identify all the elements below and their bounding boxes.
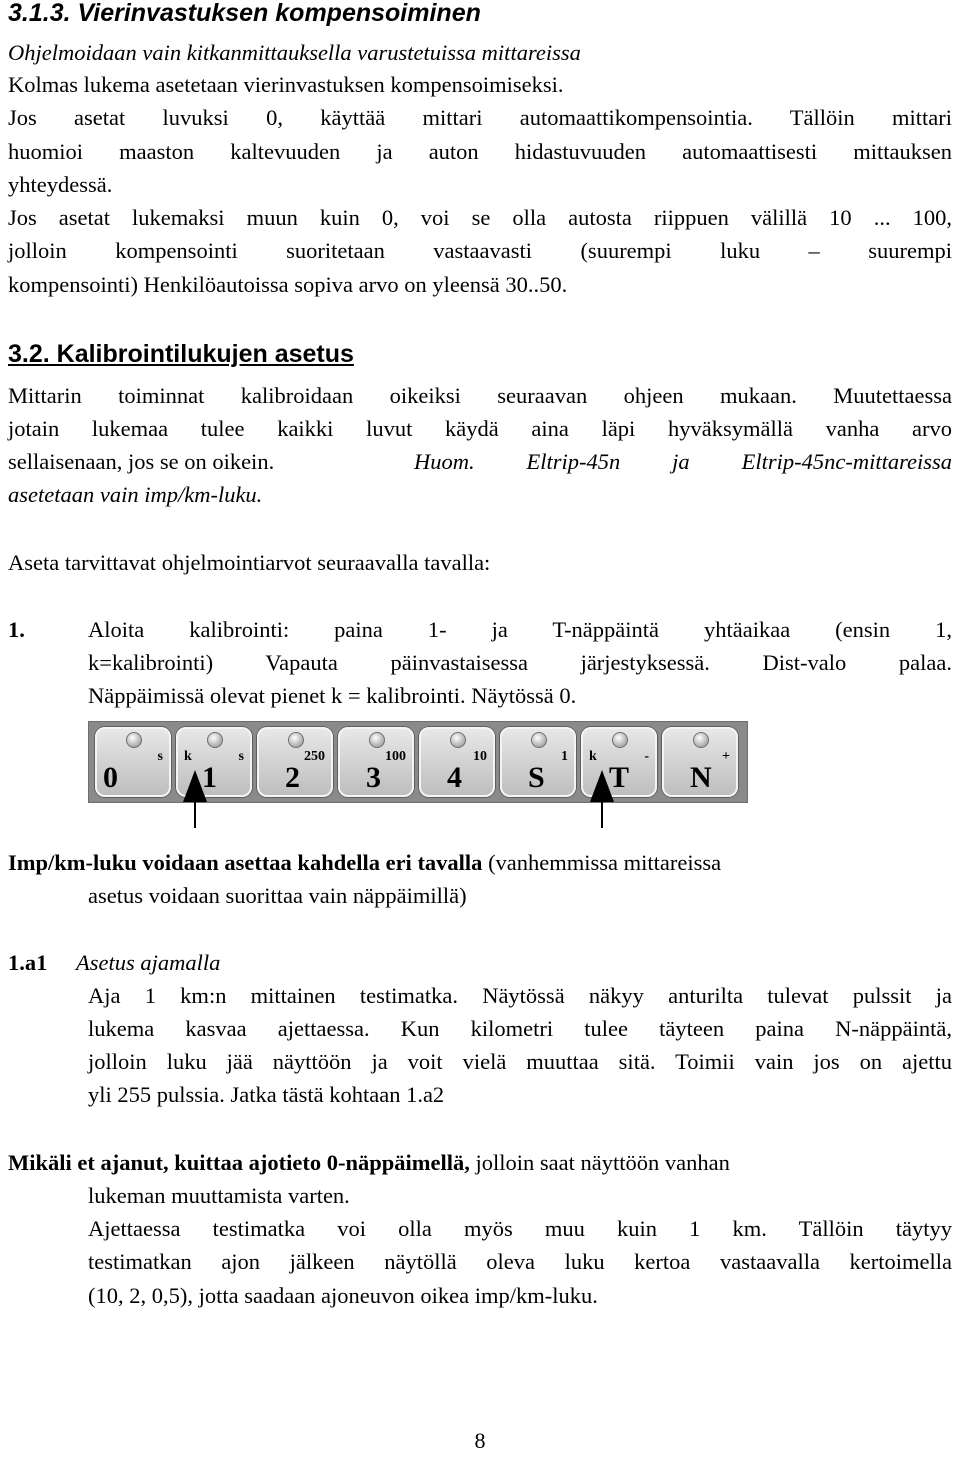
key-led-icon (207, 732, 223, 748)
section-32-title: 3.2. Kalibrointilukujen asetus (8, 340, 354, 368)
arrow-shaft (601, 800, 603, 828)
impkm-line-1 (8, 848, 952, 878)
key-small-label: 250 (304, 749, 325, 764)
key-big-label: 4 (447, 761, 462, 794)
key-led-icon (450, 732, 466, 748)
section-313-title: 3.1.3. Vierinvastuksen kompensoiminen (8, 0, 481, 27)
section-313-line-5: Jos asetat lukemaksi muun kuin 0, voi se olla autosta riippuen välillä 10 ... 100, (8, 205, 952, 230)
a1-number: 1.a1 (8, 950, 48, 975)
key-led-icon (369, 732, 385, 748)
mikali-bold: Mikäli et ajanut, kuittaa ajotieto 0-näppäimellä, (8, 1150, 470, 1175)
key-0 (95, 727, 171, 797)
key-big-label: N (690, 761, 712, 794)
mikali-line-5: (10, 2, 0,5), jotta saadaan ajoneuvon oikea imp/km-luku. (88, 1283, 598, 1308)
key-small-label: s (238, 749, 244, 764)
key-small-label: - (644, 749, 649, 764)
key-big-label: 1 (202, 761, 217, 794)
key-led-icon (693, 732, 709, 748)
mikali-line-4: testimatkan ajon jälkeen näytöllä oleva luku kertoa vastaavalla kertoimella (88, 1249, 952, 1274)
section-32-line-2: jotain lukemaa tulee kaikki luvut käydä aina läpi hyväksymällä vanha arvo (8, 416, 952, 441)
impkm-rest: (vanhemmissa mittareissa (482, 850, 722, 875)
arrow-up-icon (183, 770, 207, 802)
mikali-rest: jolloin saat näyttöön vanhan (469, 1150, 730, 1175)
mikali-line-2: lukeman muuttamista varten. (88, 1183, 350, 1208)
key-n (662, 727, 738, 797)
a1-line-2: lukema kasvaa ajettaessa. Kun kilometri tulee täyteen paina N-näppäintä, (88, 1016, 952, 1041)
section-313-line-4: yhteydessä. (8, 172, 113, 197)
section-32-line-3a: sellaisenaan, jos se on oikein. (8, 449, 275, 474)
section-32-line-1: Mittarin toiminnat kalibroidaan oikeiksi seuraavan ohjeen mukaan. Muutettaessa (8, 383, 952, 408)
key-left-label: k (589, 749, 597, 764)
section-313-line-1: Kolmas lukema asetetaan vierinvastuksen kompensoimiseksi. (8, 72, 564, 97)
a1-title: Asetus ajamalla (76, 950, 221, 975)
key-small-label: 100 (385, 749, 406, 764)
step-1-number: 1. (8, 617, 25, 642)
key-small-label: s (157, 749, 163, 764)
key-big-label: 3 (366, 761, 381, 794)
section-32-line-3b: Huom. Eltrip-45n ja Eltrip-45nc-mittareissa (414, 449, 952, 474)
mikali-line-1 (8, 1148, 730, 1178)
section-313-line-6: jolloin kompensointi suoritetaan vastaavasti (suurempi luku – suurempi (8, 238, 952, 263)
key-small-label: 10 (473, 749, 487, 764)
key-big-label: 2 (285, 761, 300, 794)
arrow-shaft (194, 800, 196, 828)
key-led-icon (612, 732, 628, 748)
step-1-line-3: Näppäimissä olevat pienet k = kalibrointi. Näytössä 0. (88, 683, 577, 708)
arrow-up-icon (590, 770, 614, 802)
key-led-icon (531, 732, 547, 748)
a1-line-4: yli 255 pulssia. Jatka tästä kohtaan 1.a2 (88, 1082, 445, 1107)
key-small-label: 1 (561, 749, 568, 764)
key-s (500, 727, 576, 797)
key-big-label: T (609, 761, 630, 794)
section-313-line-7: kompensointi) Henkilöautoissa sopiva arvo on yleensä 30..50. (8, 272, 568, 297)
key-left-label: k (184, 749, 192, 764)
step-1-line-2: k=kalibrointi) Vapauta päinvastaisessa järjestyksessä. Dist-valo palaa. (88, 650, 952, 675)
page-number: 8 (474, 1428, 486, 1453)
key-led-icon (288, 732, 304, 748)
mikali-line-3: Ajettaessa testimatka voi olla myös muu kuin 1 km. Tällöin täytyy (88, 1216, 952, 1241)
key-4 (419, 727, 495, 797)
step-1-line-1: Aloita kalibrointi: paina 1- ja T-näppäintä yhtäaikaa (ensin 1, (88, 617, 952, 642)
section-32-line-5: Aseta tarvittavat ohjelmointiarvot seuraavalla tavalla: (8, 550, 491, 575)
key-3 (338, 727, 414, 797)
key-2 (257, 727, 333, 797)
key-led-icon (126, 732, 142, 748)
key-big-label: 0 (103, 761, 118, 794)
section-313-line-2: Jos asetat luvuksi 0, käyttää mittari automaattikompensointia. Tällöin mittari (8, 105, 952, 130)
impkm-line-2: asetus voidaan suorittaa vain näppäimillä) (88, 883, 467, 908)
section-313-line-3: huomioi maaston kaltevuuden ja auton hidastuvuuden automaattisesti mittauksen (8, 139, 952, 164)
a1-line-1: Aja 1 km:n mittainen testimatka. Näytössä näkyy anturilta tulevat pulssit ja (88, 983, 952, 1008)
section-313-italic-note: Ohjelmoidaan vain kitkanmittauksella varustetuissa mittareissa (8, 40, 581, 65)
impkm-bold: Imp/km-luku voidaan asettaa kahdella eri tavalla (8, 850, 483, 875)
section-32-line-4: asetetaan vain imp/km-luku. (8, 482, 263, 507)
key-small-label: + (722, 749, 730, 764)
key-big-label: S (528, 761, 545, 794)
a1-line-3: jolloin luku jää näyttöön ja voit vielä muuttaa sitä. Toimii vain jos on ajettu (88, 1049, 952, 1074)
